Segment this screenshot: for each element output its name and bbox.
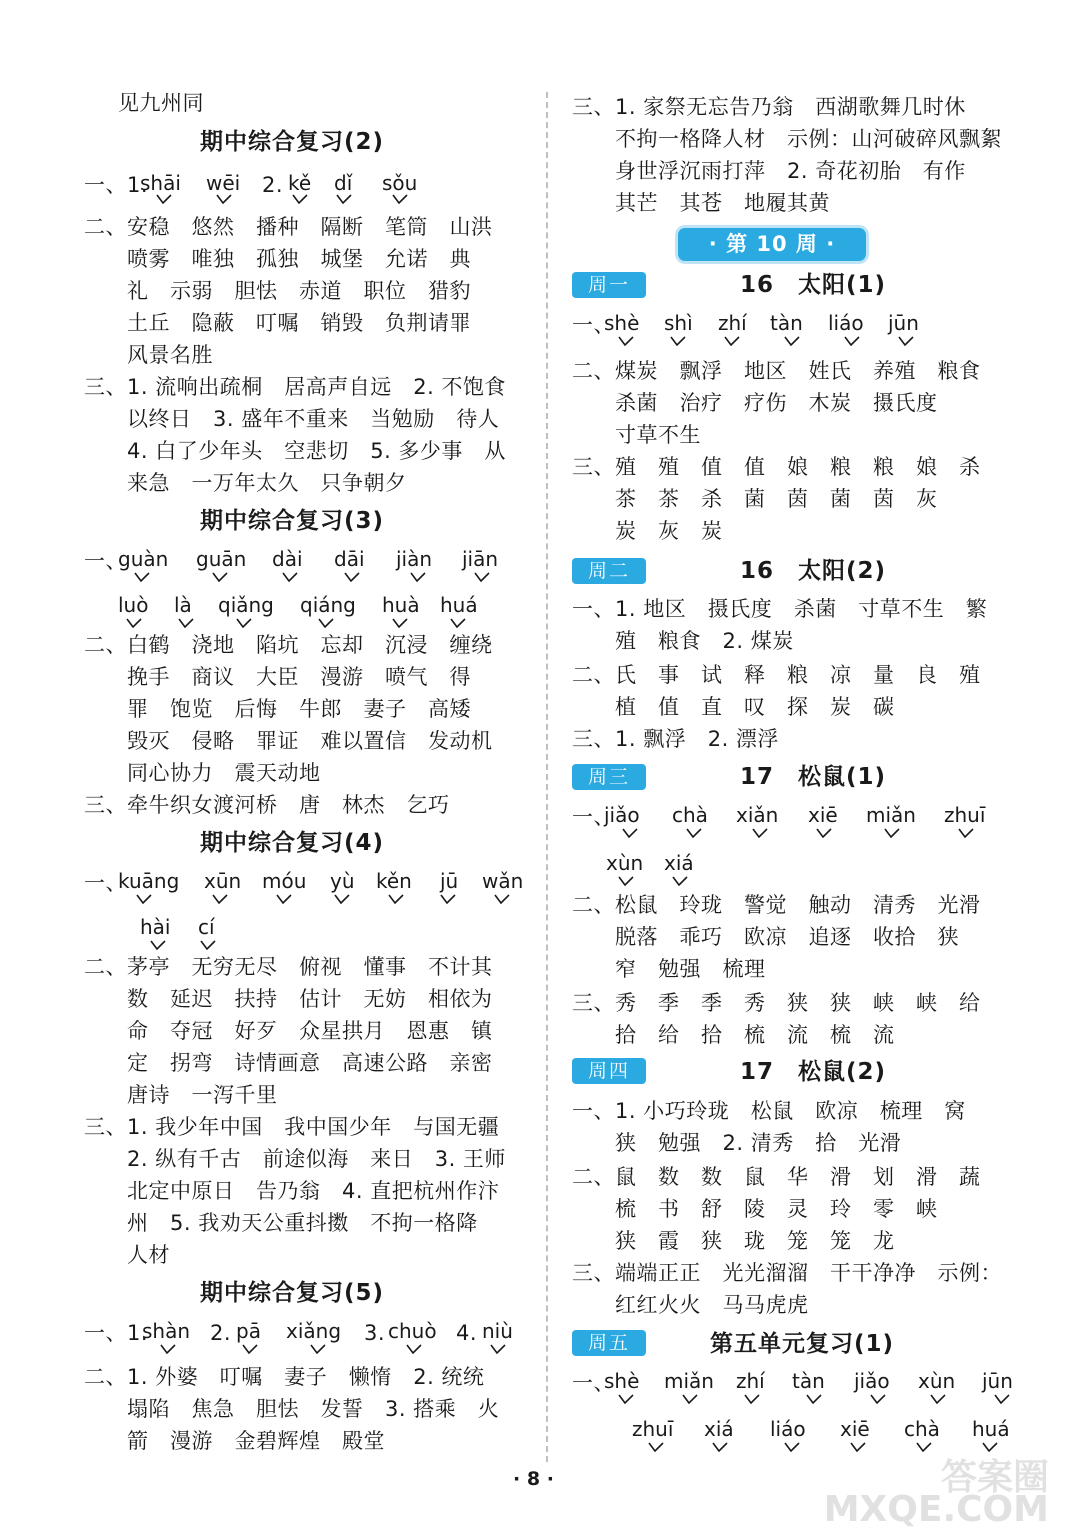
check-mark-icon <box>216 194 232 204</box>
answer-line: 三、端端正正 光光溜溜 干干净净 示例： <box>572 1261 1002 1285</box>
pinyin-answer: dāi <box>334 547 365 571</box>
question-label: 一、1. <box>84 1321 149 1345</box>
pinyin-answer: kěn <box>376 869 412 893</box>
check-mark-icon <box>410 572 426 582</box>
answer-line: 二、松鼠 玲珑 警觉 触动 清秀 光滑 <box>572 893 981 917</box>
check-mark-icon <box>318 618 334 628</box>
check-mark-icon <box>334 894 350 904</box>
check-mark-icon <box>474 572 490 582</box>
pinyin-answer: miǎn <box>866 803 916 827</box>
check-mark-icon <box>200 940 216 950</box>
answer-line: 殖 粮食 2. 煤炭 <box>572 629 794 653</box>
check-mark-icon <box>282 572 298 582</box>
pinyin-answer: xūn <box>204 869 242 893</box>
answer-line: 身世浮沉雨打萍 2. 奇花初胎 有作 <box>572 159 966 183</box>
pinyin-answer: wēi <box>206 171 241 195</box>
pinyin-answer: shāi <box>140 171 181 195</box>
question-label: 一、 <box>84 871 127 895</box>
answer-line: 二、氏 事 试 释 粮 凉 量 良 殖 <box>572 663 981 687</box>
weekday-tag: 周二 <box>572 558 646 584</box>
pinyin-answer: liáo <box>828 311 864 335</box>
answer-line: 塌陷 焦急 胆怯 发誓 3. 搭乘 火 <box>84 1397 500 1421</box>
pinyin-answer: shè <box>604 311 640 335</box>
answer-line: 唐诗 一泻千里 <box>84 1083 278 1107</box>
watermark-logo: 答案圈 MXQE.COM <box>823 1457 1049 1530</box>
weekday-tag: 周一 <box>572 272 646 298</box>
check-mark-icon <box>916 1442 932 1452</box>
answer-line: 杀菌 治疗 疗伤 木炭 摄氏度 <box>572 391 938 415</box>
answer-line: 拾 给 拾 梳 流 梳 流 <box>572 1023 895 1047</box>
check-mark-icon <box>686 828 702 838</box>
pinyin-answer: jūn <box>888 311 919 335</box>
pinyin-answer: miǎn <box>664 1369 714 1393</box>
pinyin-answer: huà <box>382 593 420 617</box>
pinyin-answer: shè <box>604 1369 640 1393</box>
answer-line: 狭 勉强 2. 清秀 拾 光滑 <box>572 1131 902 1155</box>
answer-line: 不拘一格降人材 示例：山河破碎风飘絮 <box>572 127 1002 151</box>
pinyin-answer: huá <box>972 1417 1010 1441</box>
check-mark-icon <box>236 618 252 628</box>
answer-line: 窄 勉强 梳理 <box>572 957 766 981</box>
pinyin-answer: qiáng <box>300 593 356 617</box>
check-mark-icon <box>994 1394 1010 1404</box>
check-mark-icon <box>672 876 688 886</box>
answer-line: 三、秀 季 季 秀 狭 狭 峡 峡 给 <box>572 991 981 1015</box>
check-mark-icon <box>494 894 510 904</box>
answer-line: 一、1. 小巧玲珑 松鼠 欧凉 梳理 窝 <box>572 1099 966 1123</box>
pinyin-answer: kuāng <box>118 869 180 893</box>
pinyin-answer: zhuī <box>944 803 986 827</box>
answer-line: 二、白鹤 浇地 陷坑 忘却 沉浸 缠绕 <box>84 633 493 657</box>
pinyin-answer: guān <box>196 547 247 571</box>
check-mark-icon <box>276 894 292 904</box>
check-mark-icon <box>682 1394 698 1404</box>
check-mark-icon <box>242 1344 258 1354</box>
pinyin-answer: guàn <box>118 547 169 571</box>
answer-line: 三、牵牛织女渡河桥 唐 林杰 乞巧 <box>84 793 450 817</box>
pinyin-answer: chuò <box>388 1319 437 1343</box>
check-mark-icon <box>744 1394 760 1404</box>
pinyin-answer: jū <box>440 869 459 893</box>
pinyin-answer: chà <box>672 803 708 827</box>
pinyin-answer: pā <box>236 1319 261 1343</box>
pinyin-answer: jiǎo <box>604 803 640 827</box>
answer-line: 茶 茶 杀 菌 茵 菌 茵 灰 <box>572 487 938 511</box>
check-mark-icon <box>136 894 152 904</box>
pinyin-answer: xùn <box>606 851 644 875</box>
check-mark-icon <box>622 828 638 838</box>
pinyin-answer: móu <box>262 869 307 893</box>
pinyin-answer: luò <box>118 593 149 617</box>
pinyin-answer: wǎn <box>482 869 524 893</box>
section-title: 期中综合复习(4) <box>200 830 385 856</box>
lesson-title: 17 松鼠(2) <box>740 1059 887 1085</box>
pinyin-answer: shì <box>664 311 693 335</box>
answer-line: 4. 白了少年头 空悲切 5. 多少事 从 <box>84 439 506 463</box>
question-label: 2. <box>210 1321 232 1345</box>
answer-line: 梳 书 舒 陵 灵 玲 零 峡 <box>572 1197 938 1221</box>
check-mark-icon <box>388 894 404 904</box>
pinyin-answer: jiān <box>462 547 499 571</box>
check-mark-icon <box>806 1394 822 1404</box>
check-mark-icon <box>406 1344 422 1354</box>
check-mark-icon <box>618 1394 634 1404</box>
check-mark-icon <box>618 876 634 886</box>
question-label: 一、 <box>572 313 615 337</box>
pinyin-answer: hài <box>140 915 171 939</box>
answer-line: 人材 <box>84 1243 170 1267</box>
check-mark-icon <box>156 194 172 204</box>
check-mark-icon <box>930 1394 946 1404</box>
answer-line: 毁灭 侵略 罪证 难以置信 发动机 <box>84 729 493 753</box>
pinyin-answer: huá <box>440 593 478 617</box>
answer-line: 土丘 隐蔽 叮嘱 销毁 负荆请罪 <box>84 311 471 335</box>
lesson-title: 16 太阳(2) <box>740 558 887 584</box>
answer-line: 二、鼠 数 数 鼠 华 滑 划 滑 蔬 <box>572 1165 981 1189</box>
pinyin-answer: jūn <box>982 1369 1013 1393</box>
question-label: 一、 <box>572 1371 615 1395</box>
check-mark-icon <box>160 1344 176 1354</box>
check-mark-icon <box>850 1442 866 1452</box>
answer-line: 风景名胜 <box>84 343 213 367</box>
pinyin-answer: xiǎn <box>736 803 779 827</box>
check-mark-icon <box>724 336 740 346</box>
check-mark-icon <box>982 1442 998 1452</box>
answer-line: 数 延迟 扶持 估计 无妨 相依为 <box>84 987 493 1011</box>
answer-line: 红红火火 马马虎虎 <box>572 1293 809 1317</box>
answer-line: 命 夺冠 好歹 众星拱月 恩惠 镇 <box>84 1019 493 1043</box>
question-label: 一、 <box>84 549 127 573</box>
pinyin-answer: zhí <box>736 1369 765 1393</box>
answer-line: 北定中原日 告乃翁 4. 直把杭州作汴 <box>84 1179 500 1203</box>
answer-line: 礼 示弱 胆怯 赤道 职位 猎豹 <box>84 279 471 303</box>
answer-line: 见九州同 <box>118 91 204 115</box>
question-label: 一、 <box>572 805 615 829</box>
answer-line: 寸草不生 <box>572 423 701 447</box>
question-label: 4. <box>456 1321 478 1345</box>
answer-line: 来急 一万年太久 只争朝夕 <box>84 471 407 495</box>
answer-line: 州 5. 我劝天公重抖擞 不拘一格降 <box>84 1211 478 1235</box>
answer-line: 挽手 商议 大臣 漫游 喷气 得 <box>84 665 471 689</box>
section-title: 期中综合复习(5) <box>200 1280 385 1306</box>
weekday-tag: 周三 <box>572 764 646 790</box>
pinyin-answer: kě <box>288 171 312 195</box>
answer-line: 其芒 其苍 地履其黄 <box>572 191 830 215</box>
pinyin-answer: tàn <box>792 1369 825 1393</box>
check-mark-icon <box>816 828 832 838</box>
check-mark-icon <box>310 1344 326 1354</box>
check-mark-icon <box>490 1344 506 1354</box>
answer-line: 同心协力 震天动地 <box>84 761 321 785</box>
check-mark-icon <box>648 1442 664 1452</box>
check-mark-icon <box>752 828 768 838</box>
pinyin-answer: shàn <box>142 1319 191 1343</box>
answer-line: 炭 灰 炭 <box>572 519 723 543</box>
check-mark-icon <box>440 894 456 904</box>
pinyin-answer: liáo <box>770 1417 806 1441</box>
check-mark-icon <box>670 336 686 346</box>
answer-line: 三、殖 殖 值 值 娘 粮 粮 娘 杀 <box>572 455 981 479</box>
answer-line: 植 值 直 叹 探 炭 碳 <box>572 695 895 719</box>
weekday-tag: 周四 <box>572 1058 646 1084</box>
check-mark-icon <box>150 940 166 950</box>
answer-line: 以终日 3. 盛年不重来 当勉励 待人 <box>84 407 500 431</box>
check-mark-icon <box>784 336 800 346</box>
week-banner: · 第 10 周 · <box>678 228 866 261</box>
answer-line: 定 拐弯 诗情画意 高速公路 亲密 <box>84 1051 493 1075</box>
pinyin-answer: xùn <box>918 1369 956 1393</box>
pinyin-answer: tàn <box>770 311 803 335</box>
check-mark-icon <box>292 194 308 204</box>
check-mark-icon <box>392 194 408 204</box>
check-mark-icon <box>870 1394 886 1404</box>
answer-line: 三、1. 飘浮 2. 漂浮 <box>572 727 779 751</box>
question-label: 一、1. <box>84 173 149 197</box>
answer-line: 2. 纵有千古 前途似海 来日 3. 王师 <box>84 1147 506 1171</box>
question-label: 2. <box>262 173 284 197</box>
check-mark-icon <box>618 336 634 346</box>
check-mark-icon <box>134 572 150 582</box>
answer-line: 二、煤炭 飘浮 地区 姓氏 养殖 粮食 <box>572 359 981 383</box>
check-mark-icon <box>212 572 228 582</box>
check-mark-icon <box>450 618 466 628</box>
pinyin-answer: zhuī <box>632 1417 674 1441</box>
answer-line: 狭 霞 狭 珑 笼 笼 龙 <box>572 1229 895 1253</box>
question-label: 3. <box>364 1321 386 1345</box>
page-number: · 8 · <box>513 1468 554 1490</box>
check-mark-icon <box>126 618 142 628</box>
pinyin-answer: jiàn <box>396 547 433 571</box>
check-mark-icon <box>336 194 352 204</box>
pinyin-answer: xiē <box>840 1417 870 1441</box>
lesson-title: 16 太阳(1) <box>740 272 887 298</box>
answer-line: 三、1. 我少年中国 我中国少年 与国无疆 <box>84 1115 500 1139</box>
check-mark-icon <box>884 828 900 838</box>
pinyin-answer: dǐ <box>334 171 353 195</box>
answer-line: 二、1. 外婆 叮嘱 妻子 懒惰 2. 统统 <box>84 1365 485 1389</box>
answer-line: 三、1. 流响出疏桐 居高声自远 2. 不饱食 <box>84 375 506 399</box>
check-mark-icon <box>784 1442 800 1452</box>
answer-line: 二、茅亭 无穷无尽 俯视 懂事 不计其 <box>84 955 493 979</box>
pinyin-answer: yù <box>330 869 355 893</box>
pinyin-answer: xiē <box>808 803 838 827</box>
answer-line: 三、1. 家祭无忘告乃翁 西湖歌舞几时休 <box>572 95 966 119</box>
pinyin-answer: xiá <box>664 851 694 875</box>
check-mark-icon <box>344 572 360 582</box>
check-mark-icon <box>712 1442 728 1452</box>
pinyin-answer: niù <box>482 1319 513 1343</box>
weekday-tag: 周五 <box>572 1330 646 1356</box>
pinyin-answer: qiǎng <box>218 593 274 617</box>
check-mark-icon <box>212 894 228 904</box>
pinyin-answer: jiǎo <box>854 1369 890 1393</box>
pinyin-answer: dài <box>272 547 303 571</box>
lesson-title: 第五单元复习(1) <box>710 1331 895 1357</box>
section-title: 期中综合复习(2) <box>200 129 385 155</box>
check-mark-icon <box>844 336 860 346</box>
pinyin-answer: chà <box>904 1417 940 1441</box>
pinyin-answer: xiá <box>704 1417 734 1441</box>
check-mark-icon <box>898 336 914 346</box>
check-mark-icon <box>178 618 194 628</box>
column-divider <box>546 92 548 1462</box>
pinyin-answer: xiǎng <box>286 1319 342 1343</box>
lesson-title: 17 松鼠(1) <box>740 764 887 790</box>
check-mark-icon <box>958 828 974 838</box>
pinyin-answer: zhí <box>718 311 747 335</box>
section-title: 期中综合复习(3) <box>200 508 385 534</box>
check-mark-icon <box>392 618 408 628</box>
pinyin-answer: là <box>174 593 192 617</box>
answer-line: 罪 饱览 后悔 牛郎 妻子 高矮 <box>84 697 471 721</box>
pinyin-answer: sǒu <box>382 171 418 195</box>
answer-line: 箭 漫游 金碧辉煌 殿堂 <box>84 1429 385 1453</box>
answer-line: 喷雾 唯独 孤独 城堡 允诺 典 <box>84 247 471 271</box>
answer-line: 二、安稳 悠然 播种 隔断 笔筒 山洪 <box>84 215 493 239</box>
pinyin-answer: cí <box>198 915 215 939</box>
answer-line: 一、1. 地区 摄氏度 杀菌 寸草不生 繁 <box>572 597 988 621</box>
answer-line: 脱落 乖巧 欧凉 追逐 收拾 狭 <box>572 925 959 949</box>
